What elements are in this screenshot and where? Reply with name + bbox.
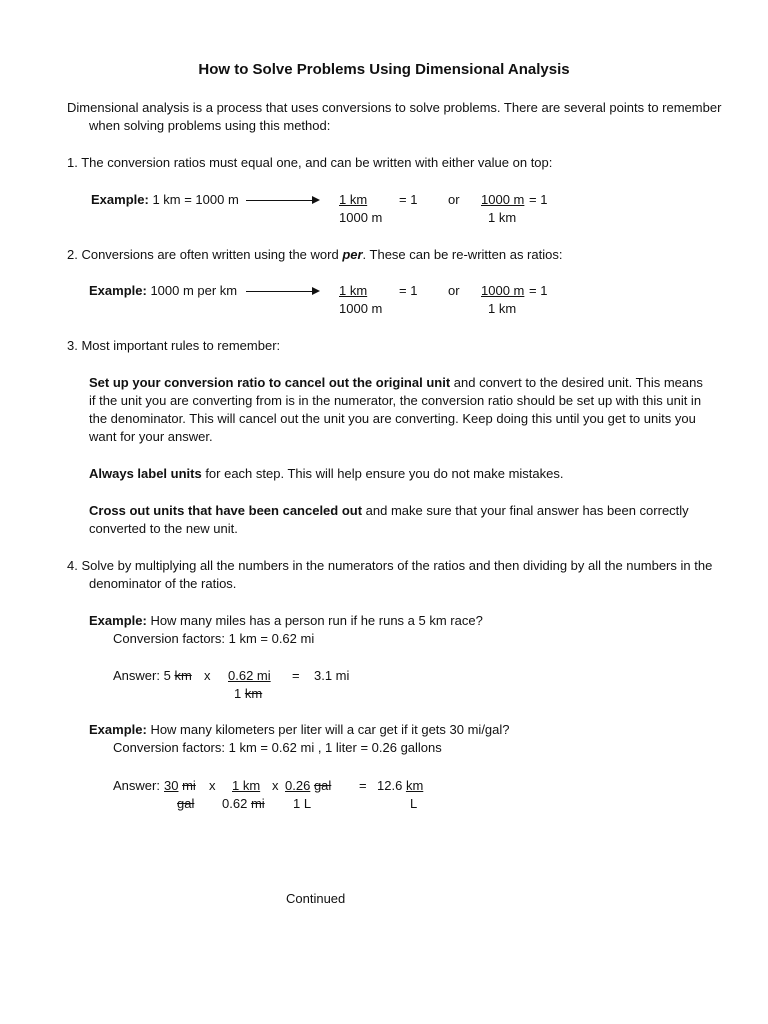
arrow-icon [246, 200, 318, 201]
point-2-keyword: per [342, 247, 363, 262]
equals-one: = 1 [399, 283, 418, 298]
example-question: How many miles has a person run if he runs a 5 km race? [150, 613, 483, 628]
rule-text: and convert to the desired unit. This means if the unit you are converting from is in the numerator, the conversion ratio should be set up with this unit in the denominator. This will cancel out the unit you are converting. Keep doing this until you get to units you want for your answer. [89, 375, 703, 444]
point-2-text-before: 2. Conversions are often written using the word [67, 247, 343, 262]
example-1-factors: Conversion factors: 1 km = 0.62 mi [113, 631, 315, 646]
rule-bold-text: Always label units [89, 466, 202, 481]
example-label: Example: [89, 613, 147, 628]
ratio-numerator: 1000 m [481, 283, 525, 298]
ratio-denominator [222, 796, 265, 812]
example-label: Example: [89, 722, 147, 737]
point-3-heading: 3. Most important rules to remember: [67, 338, 281, 353]
point-4-line-1: 4. Solve by multiplying all the numbers in the numerators of the ratios and then dividing by all the numbers in the [67, 558, 713, 573]
canceled-unit: km [244, 686, 263, 701]
example-text: 1000 m per km [150, 283, 238, 298]
denominator-value: 0.62 [222, 796, 248, 811]
ratio-numerator: 1000 m [481, 192, 525, 207]
ratio-numerator: 1 km [232, 778, 261, 793]
rule-bold-text: Cross out units that have been canceled out [89, 503, 363, 518]
rule-label-units [89, 465, 709, 483]
answer-label: Answer: 5 [113, 668, 171, 683]
example-2-question [89, 722, 510, 738]
or-text: or [448, 283, 460, 298]
arrow-icon [246, 291, 318, 292]
answer-result [377, 778, 423, 794]
equals-sign: = [359, 778, 367, 793]
equals-one: = 1 [529, 283, 548, 298]
equals-one: = 1 [399, 192, 418, 207]
numerator-value: 30 [164, 778, 179, 793]
equals-sign: = [292, 668, 300, 683]
ratio-numerator [164, 778, 196, 794]
point-2-text-after: . These can be re-written as ratios: [362, 247, 563, 262]
ratio-denominator [234, 686, 262, 702]
numerator-value: 0.26 [285, 778, 311, 793]
point-1-example [91, 192, 239, 208]
example-label: Example: [91, 192, 149, 207]
page-title: How to Solve Problems Using Dimensional Analysis [198, 61, 570, 78]
ratio-numerator [285, 778, 331, 794]
times-sign: x [209, 778, 216, 793]
times-sign: x [272, 778, 279, 793]
result-value: 12.6 [377, 778, 403, 793]
example-1-answer-label [113, 668, 192, 684]
point-4-line-2: denominator of the ratios. [89, 576, 237, 591]
example-label: Example: [89, 283, 147, 298]
ratio-denominator: 1000 m [339, 210, 383, 225]
point-1-text: 1. The conversion ratios must equal one, and can be written with either value on top: [67, 155, 553, 170]
times-sign: x [204, 668, 211, 683]
example-1-question [89, 613, 483, 629]
or-text: or [448, 192, 460, 207]
ratio-denominator: 1 km [488, 210, 517, 225]
result-unit: km [405, 778, 424, 793]
rule-cancel-units [89, 374, 709, 446]
intro-line-2: when solving problems using this method: [89, 118, 331, 133]
continued-footer: Continued [286, 891, 346, 906]
canceled-unit: gal [177, 796, 195, 811]
rule-text: and make sure that your final answer has been correctly converted to the new unit. [89, 503, 689, 536]
ratio-denominator: 1 km [488, 301, 517, 316]
example-2-answer-label: Answer: [113, 778, 160, 793]
canceled-unit: mi [250, 796, 265, 811]
point-2-text [67, 247, 562, 263]
ratio-denominator: 1000 m [339, 301, 383, 316]
intro-line-1: Dimensional analysis is a process that uses conversions to solve problems. There are several points to remember [67, 100, 722, 115]
rule-cross-out-units [89, 502, 689, 538]
answer-result: 3.1 mi [314, 668, 350, 683]
ratio-denominator: 1 L [293, 796, 312, 811]
canceled-unit: gal [313, 778, 332, 793]
ratio-numerator: 0.62 mi [228, 668, 271, 683]
example-question: How many kilometers per liter will a car get if it gets 30 mi/gal? [150, 722, 510, 737]
rule-bold-text: Set up your conversion ratio to cancel out the original unit [89, 375, 451, 390]
point-2-example [89, 283, 237, 299]
example-text: 1 km = 1000 m [152, 192, 239, 207]
canceled-unit: mi [182, 778, 196, 793]
result-denominator-unit: L [410, 796, 418, 811]
example-2-factors: Conversion factors: 1 km = 0.62 mi , 1 liter = 0.26 gallons [113, 740, 442, 755]
ratio-numerator: 1 km [339, 283, 368, 298]
ratio-numerator: 1 km [339, 192, 368, 207]
canceled-unit: km [174, 668, 192, 683]
denominator-value: 1 [234, 686, 242, 701]
equals-one: = 1 [529, 192, 548, 207]
rule-text: for each step. This will help ensure you do not make mistakes. [201, 466, 564, 481]
